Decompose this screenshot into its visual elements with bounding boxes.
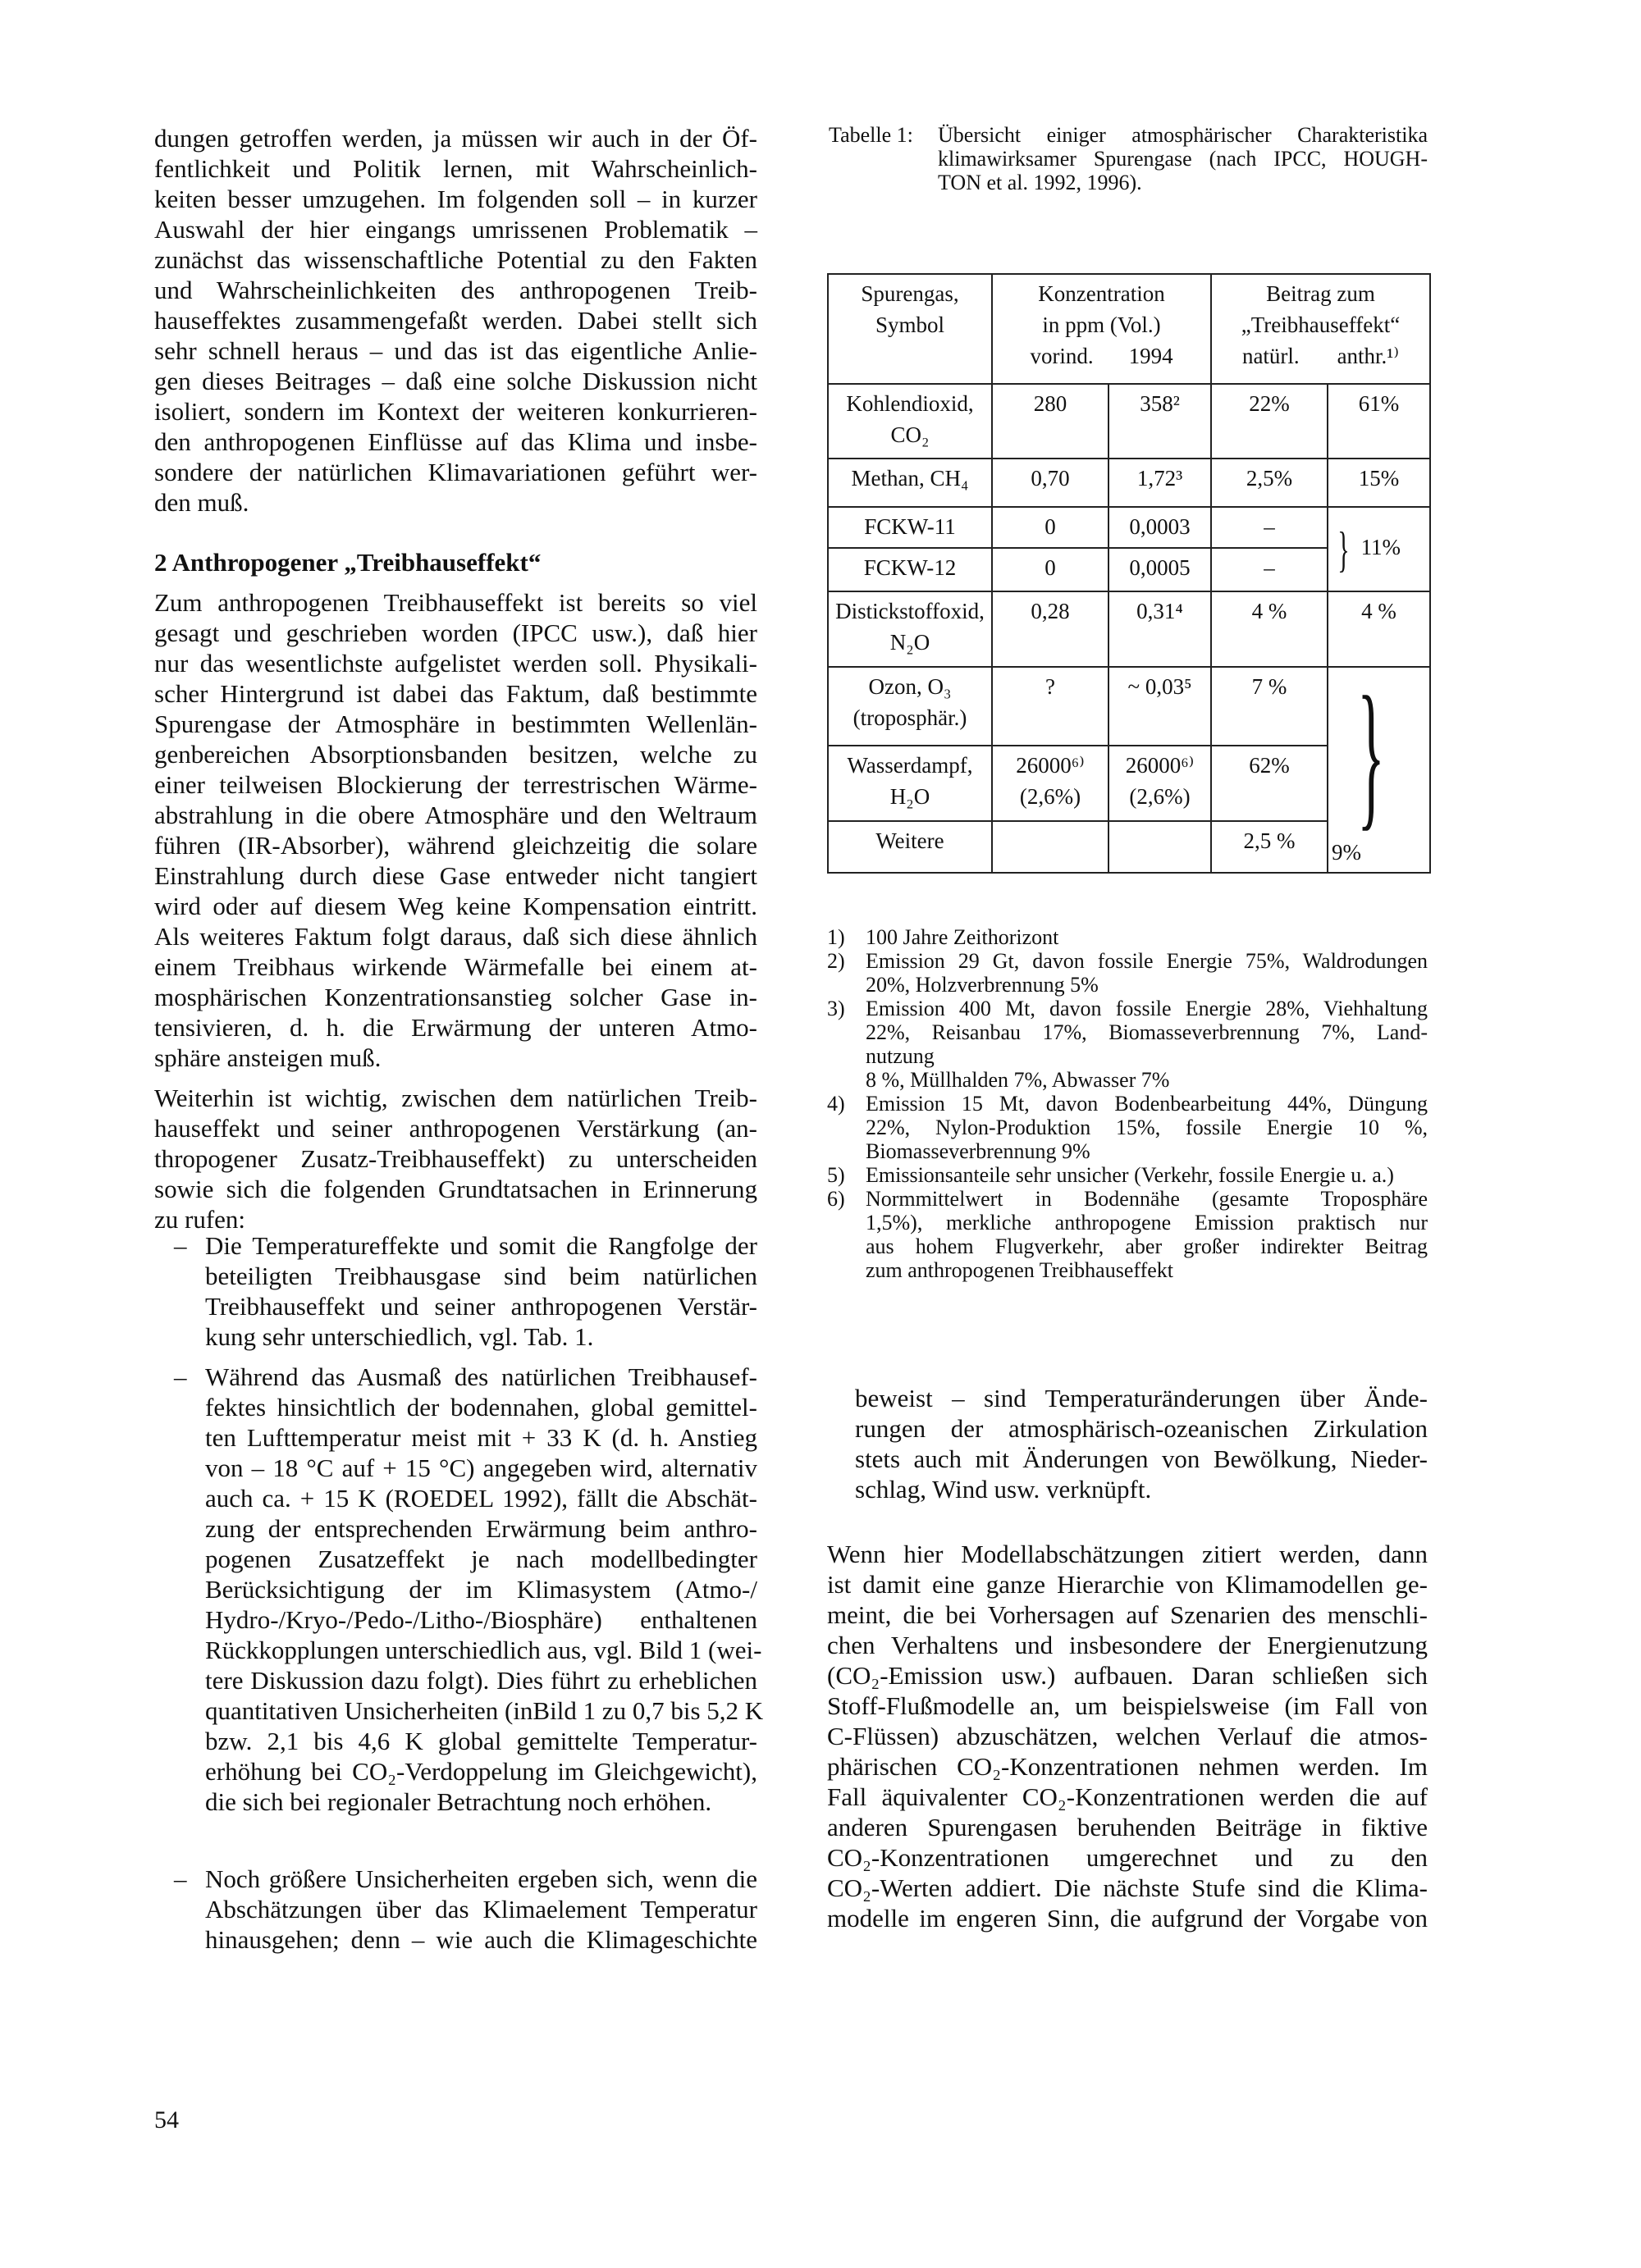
text-line: zung der entsprechenden Erwärmung beim anthro- (205, 1514, 757, 1543)
text-line: die sich bei regionaler Betrachtung noch erhöhen. (205, 1787, 712, 1816)
text-line: Berücksichtigung der im Klimasystem (Atmo-/ (205, 1575, 757, 1604)
text-line: zum anthropogenen Treibhauseffekt (866, 1258, 1173, 1282)
footnote (827, 997, 1428, 1092)
paragraph-greenhouse (154, 587, 757, 1073)
brace-icon: } (1337, 522, 1350, 577)
text-line: Emission 15 Mt, davon Bodenbearbeitung 44%, Düngung (866, 1092, 1428, 1116)
text-line: keiten besser umzugehen. Im folgenden soll – in kurzer (154, 185, 757, 213)
text-line: mosphärischen Konzentrationsanstieg solcher Gase in- (154, 983, 757, 1011)
text-line: stets auch mit Änderungen von Bewölkung, Nieder- (855, 1444, 1428, 1473)
text-line: Auswahl der hier eingangs umrissenen Problematik – (154, 215, 757, 244)
text-line: einem Treibhaus wirkende Wärmefalle bei einem at- (154, 952, 757, 981)
text-line: tensivieren, d. h. die Erwärmung der unteren Atmo- (154, 1013, 757, 1042)
bullet-text (205, 1230, 757, 1352)
text-line: klimawirksamer Spurengase (nach IPCC, HOUGH- (938, 147, 1428, 171)
text-line: 1,5%), merkliche anthropogene Emission praktisch nur (866, 1211, 1428, 1234)
text-line: 20%, Holzverbrennung 5% (866, 973, 1099, 997)
table-row: Methan, CH₄ 0,70 1,72³ 2,5% 15% (828, 459, 1430, 507)
text-line: Zum anthropogenen Treibhauseffekt ist bereits so viel (154, 588, 757, 617)
text-line: tere Diskussion dazu folgt). Dies führt zu erheblichen (205, 1666, 757, 1695)
footnote-number: 5) (827, 1163, 845, 1187)
text-line: hinausgehen; denn – wie auch die Klimageschichte (205, 1925, 757, 1954)
header-concentration: Konzentration in ppm (Vol.) vorind. 1994 (992, 274, 1211, 384)
text-line: sowie sich die folgenden Grundtatsachen in Erinnerung (154, 1175, 757, 1203)
footnote (827, 1163, 1428, 1187)
text-line: scher Hintergrund ist dabei das Faktum, daß bestimmte (154, 679, 757, 708)
paragraph-models (827, 1539, 1428, 1933)
text-line: und Wahrscheinlichkeiten des anthropogenen Treib- (154, 276, 757, 304)
bullet-text (205, 1864, 757, 1955)
text-line: Normmittelwert in Bodennähe (gesamte Troposphäre (866, 1187, 1428, 1211)
text-line: Übersicht einiger atmosphärischer Charakteristika (938, 123, 1428, 147)
text-line: Fall äquivalenter CO₂-Konzentrationen werden die auf (827, 1782, 1428, 1811)
paragraph-distinction (154, 1083, 757, 1234)
text-line: thropogener Zusatz-Treibhauseffekt) zu unterscheiden (154, 1144, 757, 1173)
header-gas: Spurengas, Symbol (828, 274, 992, 384)
text-line: anderen Spurengasen beruhenden Beiträge in fiktive (827, 1813, 1428, 1841)
text-line: beweist – sind Temperaturänderungen über Ände- (855, 1384, 1428, 1412)
table-row: FCKW-11 0 0,0003 – } 11% (828, 507, 1430, 548)
text-line: 100 Jahre Zeithorizont (866, 925, 1059, 949)
text-line: Wenn hier Modellabschätzungen zitiert werden, dann (827, 1540, 1428, 1568)
table-row: Wasserdampf, H₂O 26000⁶⁾ (2,6%) 26000⁶⁾ (2,6%) 62% (828, 746, 1430, 821)
text-line: auch ca. + 15 K (ROEDEL 1992), fällt die Abschät- (205, 1484, 757, 1513)
footnote-number: 6) (827, 1187, 845, 1211)
text-line: sondere der natürlichen Klimavariationen geführt wer- (154, 458, 757, 486)
text-line: chen Verhaltens und insbesondere der Energienutzung (827, 1631, 1428, 1659)
footnote (827, 1092, 1428, 1163)
text-line: Während das Ausmaß des natürlichen Treibhausef- (205, 1362, 757, 1391)
text-line: Emission 29 Gt, davon fossile Energie 75%, Waldrodungen (866, 949, 1428, 973)
table-row: Weitere 2,5 % (828, 821, 1430, 873)
text-line: Rückkopplungen unterschiedlich aus, vgl. Bild 1 (wei- (205, 1636, 762, 1664)
text-line: hauseffekt und seiner anthropogenen Verstärkung (an- (154, 1114, 757, 1143)
paragraph-continuation (855, 1383, 1428, 1504)
text-line: C-Flüssen) abzuschätzen, welchen Verlauf die atmos- (827, 1722, 1428, 1750)
table-caption (938, 123, 1428, 194)
text-line: ten Lufttemperatur meist mit + 33 K (d. h. Anstieg (205, 1423, 757, 1452)
text-line: quantitativen Unsicherheiten (inBild 1 zu 0,7 bis 5,2 K (205, 1696, 764, 1725)
text-line: dungen getroffen werden, ja müssen wir auch in der Öf- (154, 124, 757, 153)
table-row: Distickstoffoxid, N₂O 0,28 0,31⁴ 4 % 4 % (828, 591, 1430, 667)
text-line: wird oder auf diesem Weg keine Kompensation eintritt. (154, 892, 757, 920)
table-row: FCKW-12 0 0,0005 – (828, 548, 1430, 591)
text-line: führen (IR-Absorber), während gleichzeitig die solare (154, 831, 757, 860)
bullet-text (205, 1362, 764, 1817)
text-line: aus hohem Flugverkehr, aber großer indirekter Beitrag (866, 1234, 1428, 1258)
text-line: modelle im engeren Sinn, die aufgrund der Vorgabe von (827, 1904, 1428, 1933)
text-line: Stoff-Flußmodelle an, um beispielsweise (im Fall von (827, 1691, 1428, 1720)
text-line: Als weiteres Faktum folgt daraus, daß sich diese ähnlich (154, 922, 757, 951)
header-contribution: Beitrag zum „Treibhauseffekt“ natürl. anthr.¹⁾ (1211, 274, 1430, 384)
text-line: CO₂-Werten addiert. Die nächste Stufe sind die Klima- (827, 1873, 1428, 1902)
text-line: von – 18 °C auf + 15 °C) angegeben wird, alternativ (205, 1453, 757, 1482)
text-line: 8 %, Müllhalden 7%, Abwasser 7% (866, 1068, 1170, 1092)
text-line: rungen der atmosphärisch-ozeanischen Zirkulation (855, 1414, 1428, 1443)
bullet-dash: – (174, 1362, 187, 1391)
footnote (827, 1187, 1428, 1282)
text-line: beteiligten Treibhausgase sind beim natürlichen (205, 1262, 757, 1290)
section-heading: 2 Anthropogener „Treibhauseffekt“ (154, 548, 542, 577)
text-line: gen dieses Beitrages – daß eine solche Diskussion nicht (154, 367, 757, 395)
text-line: hauseffektes zusammengefaßt werden. Dabei stellt sich (154, 306, 757, 335)
text-line: Spurengase der Atmosphäre in bestimmten Wellenlän- (154, 710, 757, 738)
bullet-item (174, 1230, 757, 1352)
text-line: Noch größere Unsicherheiten ergeben sich, wenn die (205, 1864, 757, 1893)
bullet-dash: – (174, 1231, 187, 1260)
text-line: zunächst das wissenschaftliche Potential zu den Fakten (154, 245, 757, 274)
text-line: Abschätzungen über das Klimaelement Temperatur (205, 1895, 757, 1923)
bullet-dash: – (174, 1864, 187, 1893)
text-line: (CO₂-Emission usw.) aufbauen. Daran schließen sich (827, 1661, 1428, 1690)
text-line: gesagt und geschrieben worden (IPCC usw.), daß hier (154, 618, 757, 647)
brace-icon: } (1357, 663, 1385, 845)
fckw-anthr-cell: } 11% (1328, 507, 1430, 591)
text-line: phärischen CO₂-Konzentrationen nehmen werden. Im (827, 1752, 1428, 1781)
text-line: sphäre ansteigen muß. (154, 1043, 382, 1072)
table-row: Ozon, O₃ (troposphär.) ? ~ 0,03⁵ 7 % }9% (828, 667, 1430, 746)
table-header-row (828, 274, 1430, 384)
text-line: nur das wesentlichste aufgelistet werden soll. Physikali- (154, 649, 757, 678)
text-line: Treibhauseffekt und seiner anthropogenen Verstär- (205, 1292, 757, 1321)
text-line: TON et al. 1992, 1996). (938, 171, 1142, 194)
table-caption-label: Tabelle 1: (829, 123, 913, 147)
text-line: bzw. 2,1 bis 4,6 K global gemittelte Temperatur- (205, 1727, 757, 1755)
text-line: nutzung (866, 1044, 935, 1068)
gas-table (827, 273, 1431, 874)
other-anthr-cell: }9% (1328, 667, 1430, 873)
table-row: Kohlendioxid, CO₂ 280 358² 22% 61% (828, 384, 1430, 459)
text-line: fentlichkeit und Politik lernen, mit Wahrscheinlich- (154, 154, 757, 183)
text-line: fektes hinsichtlich der bodennahen, global gemittel- (205, 1393, 757, 1421)
text-line: Einstrahlung durch diese Gase entweder nicht tangiert (154, 861, 757, 890)
text-line: Die Temperatureffekte und somit die Rangfolge der (205, 1231, 757, 1260)
text-line: erhöhung bei CO₂-Verdoppelung im Gleichgewicht), (205, 1757, 757, 1786)
text-line: 22%, Nylon-Produktion 15%, fossile Energie 10 %, (866, 1116, 1428, 1139)
footnote-number: 3) (827, 997, 845, 1020)
text-line: pogenen Zusatzeffekt je nach modellbedingter (205, 1545, 757, 1573)
text-line: den muß. (154, 488, 249, 517)
text-line: CO₂-Konzentrationen umgerechnet und zu den (827, 1843, 1428, 1872)
footnote (827, 949, 1428, 997)
bullet-item (174, 1864, 757, 1955)
text-line: zu rufen: (154, 1205, 246, 1234)
text-line: meint, die bei Vorhersagen auf Szenarien des menschli- (827, 1600, 1428, 1629)
text-line: isoliert, sondern im Kontext der weiteren konkurrieren- (154, 397, 757, 426)
text-line: Emission 400 Mt, davon fossile Energie 28%, Viehhaltung (866, 997, 1428, 1020)
footnote-number: 2) (827, 949, 845, 973)
text-line: schlag, Wind usw. verknüpft. (855, 1475, 1152, 1504)
page-number: 54 (154, 2106, 179, 2133)
text-line: Weiterhin ist wichtig, zwischen dem natürlichen Treib- (154, 1084, 757, 1112)
footnote (827, 925, 1428, 949)
text-line: ist damit eine ganze Hierarchie von Klimamodellen ge- (827, 1570, 1428, 1599)
text-line: genbereichen Absorptionsbanden besitzen, welche zu (154, 740, 757, 769)
text-line: abstrahlung in die obere Atmosphäre und den Weltraum (154, 801, 757, 829)
text-line: einer teilweisen Blockierung der terrestrischen Wärme- (154, 770, 757, 799)
paragraph-intro (154, 123, 757, 518)
text-line: den anthropogenen Einflüsse auf das Klima und insbe- (154, 427, 757, 456)
text-line: Emissionsanteile sehr unsicher (Verkehr, fossile Energie u. a.) (866, 1163, 1394, 1187)
footnote-number: 4) (827, 1092, 845, 1116)
footnote-number: 1) (827, 925, 845, 949)
text-line: 22%, Reisanbau 17%, Biomasseverbrennung 7%, Land- (866, 1020, 1428, 1044)
text-line: kung sehr unterschiedlich, vgl. Tab. 1. (205, 1322, 594, 1351)
table-footnotes (827, 925, 1428, 1282)
bullet-item (174, 1362, 764, 1817)
text-line: Hydro-/Kryo-/Pedo-/Litho-/Biosphäre) enthaltenen (205, 1605, 757, 1634)
text-line: sehr schnell heraus – und das ist das eigentliche Anlie- (154, 336, 757, 365)
text-line: Biomasseverbrennung 9% (866, 1139, 1090, 1163)
